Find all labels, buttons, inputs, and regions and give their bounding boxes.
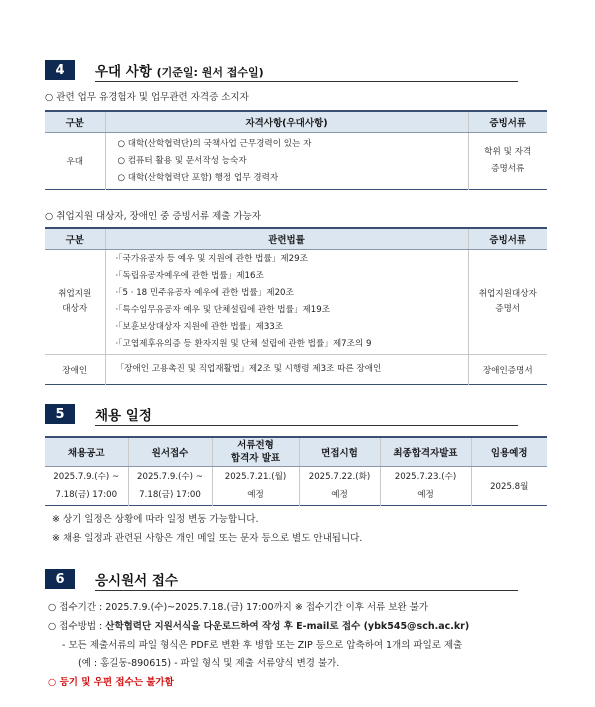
cell-text: 2025.7.22.(화) <box>308 472 371 482</box>
table-header <box>212 437 299 467</box>
cell-text: 2025.7.9.(수) ~ <box>53 472 120 482</box>
schedule-note: ※ 채용 일정과 관련된 사항은 개인 메일 또는 문자 등으로 별도 안내됩니다. <box>52 533 363 544</box>
section-title: 응시원서 접수 <box>95 573 178 589</box>
list-item: ○ 대학(산학협력단 포함) 행정 업무 경력자 <box>117 172 279 183</box>
row-label: 장애인 <box>45 355 105 385</box>
section-5-header <box>45 403 152 425</box>
schedule-cell <box>45 467 128 506</box>
header-line: 서류전형 <box>237 440 274 451</box>
table-header: 임용예정 <box>471 437 547 467</box>
list-item: ·「특수임무유공자 예우 및 단체설립에 관한 법률」제19조 <box>115 305 331 315</box>
row-label: 우대 <box>66 157 84 167</box>
proof-text: 증명서류 <box>491 164 525 174</box>
submission-detail: (예 : 홍길동-890615) - 파일 형식 및 제출 서류양식 변경 불가. <box>78 658 340 669</box>
list-item: ○ 대학(산학협력단)의 국책사업 근무경력이 있는 자 <box>117 138 312 149</box>
section-number: 6 <box>45 569 75 589</box>
support-table <box>45 227 547 385</box>
table-header: 구분 <box>45 111 105 133</box>
divider <box>95 81 518 82</box>
table-header: 원서접수 <box>128 437 212 467</box>
table-header: 증빙서류 <box>468 228 547 250</box>
method-label: ○ 접수방법 : <box>48 621 106 632</box>
preference-note: ○ 관련 업무 유경험자 및 업무관련 자격증 소지자 <box>45 92 249 103</box>
list-item: ·「보훈보상대상자 지원에 관한 법률」제33조 <box>115 322 284 332</box>
list-item: ·「5 · 18 민주유공자 예우에 관한 법률」제20조 <box>115 288 294 298</box>
label-text: 대상자 <box>62 304 88 314</box>
cell-text: 2025.7.23.(수) <box>394 472 457 482</box>
appointment-cell: 2025.8월 <box>471 467 547 506</box>
support-note: ○ 취업지원 대상자, 장애인 중 증빙서류 제출 가능자 <box>45 211 261 222</box>
cell-text: 예정 <box>417 490 434 500</box>
law-list <box>105 250 468 355</box>
section-title <box>95 60 264 80</box>
cell-text: 2025.7.21.(월) <box>224 472 287 482</box>
table-header: 자격사항(우대사항) <box>105 111 468 133</box>
proof-text: 취업지원대상자 <box>478 289 537 299</box>
label-text: 취업지원 <box>58 289 92 299</box>
preference-table <box>45 110 547 190</box>
row-label <box>45 250 105 355</box>
schedule-note: ※ 상기 일정은 상황에 따라 일정 변동 가능합니다. <box>52 514 259 525</box>
proof-text: 장애인증명서 <box>468 355 547 385</box>
cell-text: 7.18(금) 17:00 <box>139 490 201 500</box>
section-title: 채용 일정 <box>95 408 152 424</box>
qualification-list <box>105 133 468 190</box>
header-line: 합격자 발표 <box>230 453 281 464</box>
table-header: 증빙서류 <box>468 111 547 133</box>
proof-cell <box>468 133 547 190</box>
list-item: ·「고엽제후유의증 등 환자지원 및 단체 설립에 관한 법률」제7조의 9 <box>115 339 372 349</box>
divider <box>95 590 518 591</box>
schedule-cell <box>128 467 212 506</box>
schedule-cell <box>380 467 471 506</box>
list-item: ·「국가유공자 등 예우 및 지원에 관한 법률」제29조 <box>115 254 308 264</box>
cell-text: 예정 <box>331 490 348 500</box>
application-period: ○ 접수기간 : 2025.7.9.(수)~2025.7.18.(금) 17:00까지 ※ 접수기간 이후 서류 보완 불가 <box>48 602 429 613</box>
table-header: 최종합격자발표 <box>380 437 471 467</box>
application-method <box>48 618 469 632</box>
submission-detail: - 모든 제출서류의 파일 형식은 PDF로 변환 후 병합 또는 ZIP 등으로 압축하여 1개의 파일로 제출 <box>62 640 463 651</box>
cell-text: 예정 <box>247 490 264 500</box>
table-header: 채용공고 <box>45 437 128 467</box>
proof-text: 학위 및 자격 <box>484 147 532 157</box>
section-subtitle: (기준일: 원서 접수일) <box>156 66 264 79</box>
schedule-table <box>45 436 547 506</box>
list-item: ·「독립유공자예우에 관한 법률」제16조 <box>115 271 264 281</box>
table-header: 면접시험 <box>299 437 380 467</box>
section-number: 5 <box>45 404 75 424</box>
table-header: 구분 <box>45 228 105 250</box>
section-title-text: 우대 사항 <box>95 64 152 80</box>
warning-text: ○ 등기 및 우편 접수는 불가함 <box>48 677 174 688</box>
proof-cell <box>468 250 547 355</box>
cell-text: 2025.7.9.(수) ~ <box>137 472 203 482</box>
section-4-header <box>45 59 264 81</box>
table-header: 관련법률 <box>105 228 468 250</box>
section-6-header <box>45 568 178 590</box>
law-text: 「장애인 고용촉진 및 직업재활법」제2조 및 시행령 제3조 따른 장애인 <box>105 355 468 385</box>
cell-text: 7.18(금) 17:00 <box>55 490 118 500</box>
divider <box>95 425 518 426</box>
section-number: 4 <box>45 60 75 80</box>
list-item: ○ 컴퓨터 활용 및 문서작성 능숙자 <box>117 155 247 166</box>
schedule-cell <box>212 467 299 506</box>
proof-text: 증명서 <box>495 304 521 314</box>
schedule-cell <box>299 467 380 506</box>
method-detail: 산학협력단 지원서식을 다운로드하여 작성 후 E-mail로 접수 (ybk545@sch.ac.kr) <box>105 621 470 632</box>
